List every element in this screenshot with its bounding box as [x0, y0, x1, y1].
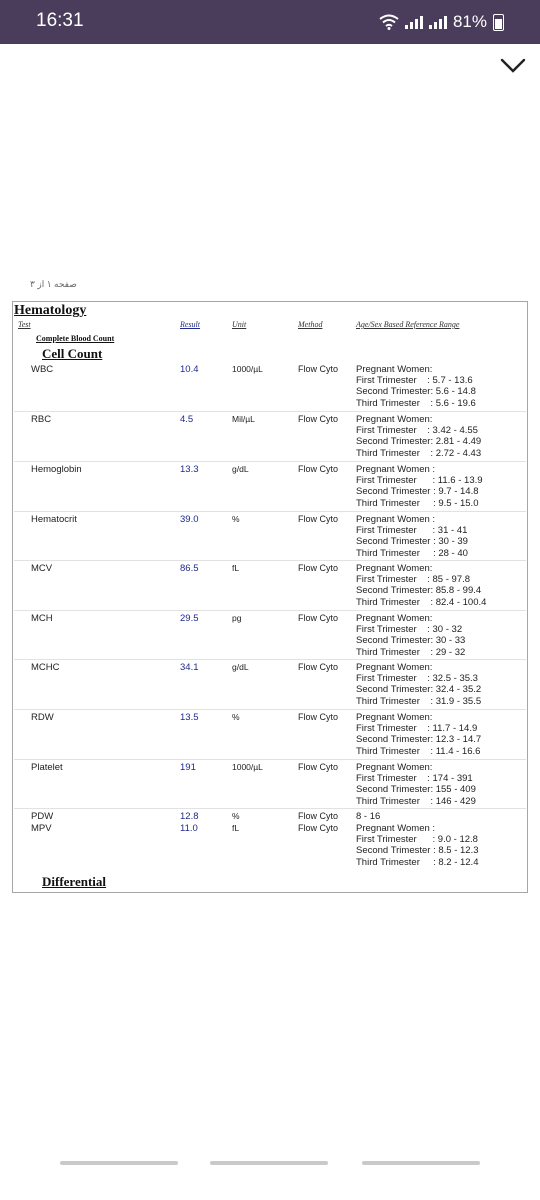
test-method: Flow Cyto	[298, 613, 339, 623]
test-name: WBC	[31, 364, 54, 375]
test-name: RBC	[31, 414, 52, 425]
row-divider	[14, 610, 526, 611]
reference-line: Pregnant Women :	[356, 464, 436, 475]
reference-line: Second Trimester : 8.5 - 12.3	[356, 845, 479, 857]
test-name: Platelet	[31, 762, 63, 773]
test-unit: g/dL	[232, 464, 249, 474]
test-method: Flow Cyto	[298, 464, 339, 474]
column-header-test: Test	[18, 320, 31, 329]
reference-line: Pregnant Women :	[356, 514, 436, 525]
reference-line: Third Trimester : 28 - 40	[356, 547, 468, 559]
reference-line: Pregnant Women:	[356, 613, 433, 624]
test-result: 191	[180, 762, 196, 773]
reference-line: Second Trimester: 2.81 - 4.49	[356, 436, 482, 448]
reference-line: Second Trimester: 30 - 33	[356, 635, 466, 647]
test-result: 39.0	[180, 514, 199, 525]
column-header-reference: Age/Sex Based Reference Range	[356, 320, 460, 329]
signal-icon	[405, 15, 423, 29]
row-divider	[14, 659, 526, 660]
reference-line: Pregnant Women :	[356, 823, 436, 834]
test-method: Flow Cyto	[298, 811, 339, 821]
test-method: Flow Cyto	[298, 662, 339, 672]
test-result: 11.0	[180, 823, 198, 834]
section-title: Hematology	[14, 303, 87, 318]
reference-line: Pregnant Women:	[356, 762, 433, 773]
nav-bar	[0, 1160, 540, 1200]
wifi-icon	[379, 14, 399, 30]
test-result: 34.1	[180, 662, 199, 673]
reference-line: Third Trimester : 2.72 - 4.43	[356, 447, 482, 459]
test-method: Flow Cyto	[298, 712, 339, 722]
test-unit: 1000/µL	[232, 364, 263, 374]
test-method: Flow Cyto	[298, 364, 339, 374]
row-divider	[14, 759, 526, 760]
battery-icon	[493, 14, 504, 31]
reference-line: 8 - 16	[356, 811, 381, 822]
test-result: 12.8	[180, 811, 199, 822]
test-method: Flow Cyto	[298, 762, 339, 772]
reference-range	[356, 762, 476, 807]
nav-back-handle[interactable]	[362, 1161, 480, 1165]
reference-line: Second Trimester: 85.8 - 99.4	[356, 585, 482, 597]
test-name: Hematocrit	[31, 514, 77, 525]
reference-line: Third Trimester : 11.4 - 16.6	[356, 745, 481, 757]
reference-line: Pregnant Women:	[356, 364, 433, 375]
test-name: MCHC	[31, 662, 60, 673]
test-result: 86.5	[180, 563, 199, 574]
reference-range	[356, 811, 380, 822]
test-unit: 1000/µL	[232, 762, 263, 772]
reference-line: Third Trimester : 29 - 32	[356, 646, 466, 658]
row-divider	[14, 560, 526, 561]
page-number: صفحه ١ از ٣	[30, 279, 77, 289]
reference-range	[356, 662, 481, 707]
reference-line: Pregnant Women:	[356, 712, 433, 723]
column-header-result: Result	[180, 320, 200, 329]
reference-range	[356, 563, 486, 608]
test-method: Flow Cyto	[298, 563, 339, 573]
test-result: 29.5	[180, 613, 199, 624]
reference-line: Third Trimester : 82.4 - 100.4	[356, 596, 487, 608]
reference-range	[356, 613, 465, 658]
reference-range	[356, 464, 483, 509]
battery-percent: 81%	[452, 12, 487, 31]
test-result: 13.5	[180, 712, 199, 723]
reference-line: Second Trimester: 32.4 - 35.2	[356, 684, 482, 696]
reference-line: Third Trimester : 5.6 - 19.6	[356, 397, 476, 409]
status-time: 16:31	[36, 10, 84, 31]
test-name: RDW	[31, 712, 54, 723]
reference-line: Pregnant Women:	[356, 662, 433, 673]
chevron-down-icon[interactable]	[500, 56, 526, 76]
reference-range	[356, 514, 468, 559]
panel-title: Complete Blood Count	[36, 334, 115, 343]
reference-line: First Trimester : 5.7 - 13.6	[356, 375, 473, 387]
test-unit: %	[232, 811, 240, 821]
test-method: Flow Cyto	[298, 514, 339, 524]
column-header-method: Method	[298, 320, 323, 329]
column-header-unit: Unit	[232, 320, 247, 329]
test-unit: Mil/µL	[232, 414, 255, 424]
reference-line: Third Trimester : 31.9 - 35.5	[356, 695, 482, 707]
reference-range	[356, 712, 481, 757]
test-result: 4.5	[180, 414, 194, 425]
row-divider	[14, 511, 526, 512]
status-bar	[0, 0, 540, 44]
test-result: 10.4	[180, 364, 199, 375]
status-icons	[379, 12, 504, 32]
group-title: Cell Count	[42, 346, 103, 361]
reference-line: First Trimester : 32.5 - 35.3	[356, 673, 478, 685]
test-result: 13.3	[180, 464, 199, 475]
test-unit: fL	[232, 823, 240, 833]
reference-line: First Trimester : 30 - 32	[356, 624, 463, 636]
test-method: Flow Cyto	[298, 823, 339, 833]
test-name: MCH	[31, 613, 53, 624]
test-name: MCV	[31, 563, 53, 574]
reference-line: Pregnant Women:	[356, 414, 433, 425]
row-divider	[14, 808, 526, 809]
test-unit: fL	[232, 563, 240, 573]
reference-line: First Trimester : 11.7 - 14.9	[356, 723, 478, 735]
test-unit: pg	[232, 613, 242, 623]
row-divider	[14, 411, 526, 412]
reference-line: First Trimester : 31 - 41	[356, 525, 468, 537]
signal-icon	[429, 15, 447, 29]
test-unit: %	[232, 712, 240, 722]
reference-line: Third Trimester : 8.2 - 12.4	[356, 856, 479, 868]
reference-line: Second Trimester: 12.3 - 14.7	[356, 734, 482, 746]
reference-range	[356, 414, 481, 459]
test-unit: g/dL	[232, 662, 249, 672]
reference-line: Third Trimester : 146 - 429	[356, 795, 476, 807]
reference-line: Second Trimester : 30 - 39	[356, 536, 468, 548]
test-method: Flow Cyto	[298, 414, 339, 424]
nav-home-handle[interactable]	[210, 1161, 328, 1165]
reference-line: Second Trimester : 9.7 - 14.8	[356, 486, 479, 498]
reference-line: Second Trimester: 5.6 - 14.8	[356, 386, 476, 398]
reference-range	[356, 364, 476, 409]
reference-line: Second Trimester: 155 - 409	[356, 784, 476, 796]
reference-line: First Trimester : 11.6 - 13.9	[356, 475, 483, 487]
reference-line: First Trimester : 174 - 391	[356, 773, 473, 785]
test-name: Hemoglobin	[31, 464, 82, 475]
row-divider	[14, 461, 526, 462]
nav-recents-handle[interactable]	[60, 1161, 178, 1165]
reference-line: First Trimester : 3.42 - 4.55	[356, 425, 478, 437]
row-divider	[14, 709, 526, 710]
reference-range	[356, 823, 479, 868]
test-name: PDW	[31, 811, 54, 822]
test-unit: %	[232, 514, 240, 524]
reference-line: Third Trimester : 9.5 - 15.0	[356, 497, 479, 509]
group-title-differential: Differential	[42, 874, 107, 889]
reference-line: First Trimester : 9.0 - 12.8	[356, 834, 478, 846]
test-name: MPV	[31, 823, 52, 834]
reference-line: Pregnant Women:	[356, 563, 433, 574]
reference-line: First Trimester : 85 - 97.8	[356, 574, 471, 586]
